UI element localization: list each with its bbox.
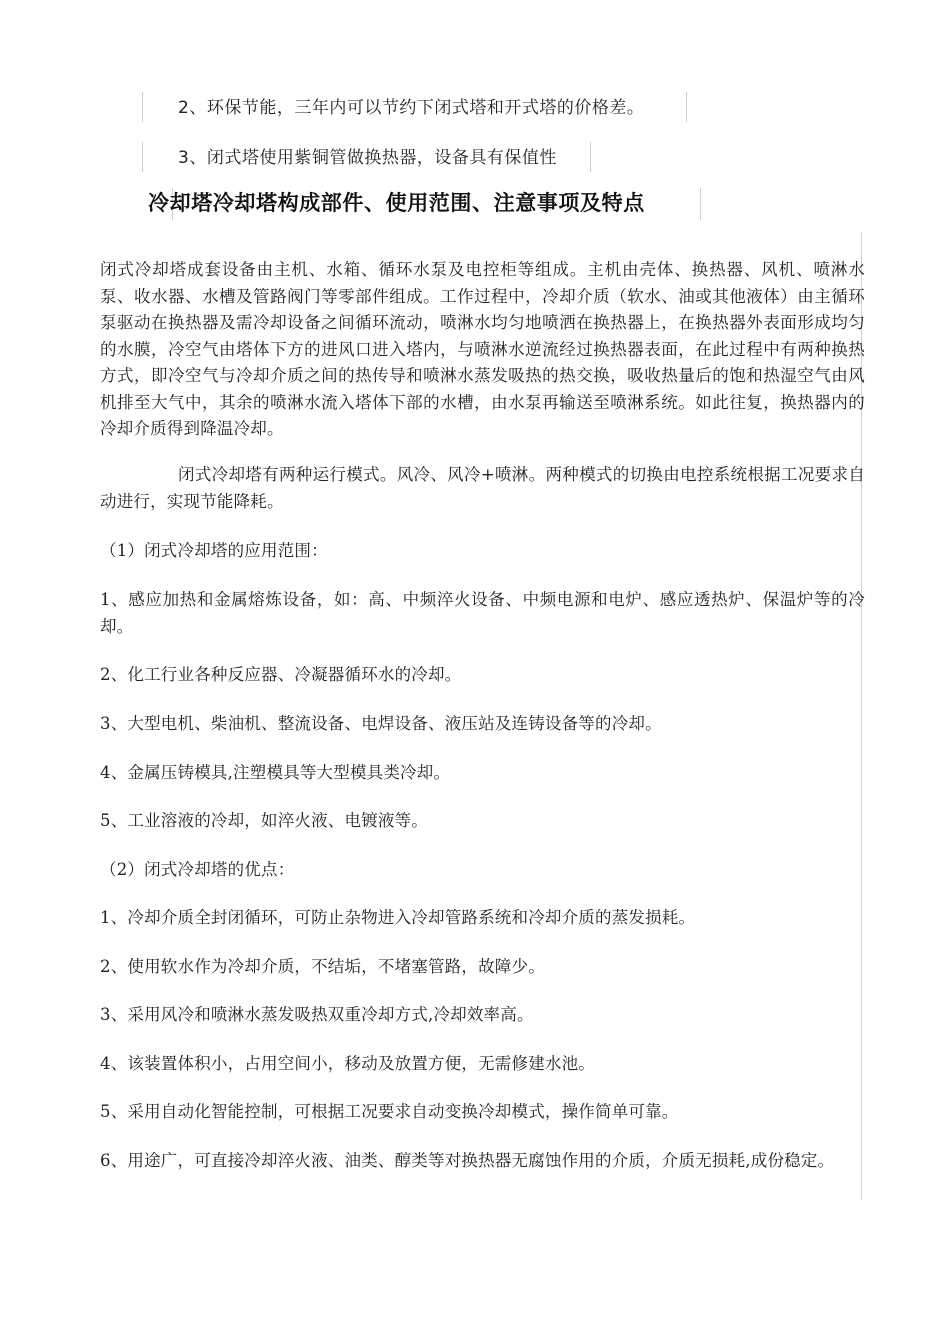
- advantage-item: 1、冷却介质全封闭循环，可防止杂物进入冷却管路系统和冷却介质的蒸发损耗。: [100, 908, 696, 927]
- advantage-item: 3、采用风冷和喷淋水蒸发吸热双重冷却方式,冷却效率高。: [100, 1005, 534, 1024]
- application-scope-item: 2、化工行业各种反应器、冷凝器循环水的冷却。: [100, 665, 462, 684]
- application-scope-item: 4、金属压铸模具,注塑模具等大型模具类冷却。: [100, 763, 451, 782]
- advantage-item: 4、该装置体积小，占用空间小，移动及放置方便，无需修建水池。: [100, 1054, 595, 1073]
- advantage-item: 2、使用软水作为冷却介质，不结垢，不堵塞管路，故障少。: [100, 957, 545, 976]
- section-title: 冷却塔冷却塔构成部件、使用范围、注意事项及特点: [148, 191, 645, 215]
- advantages-heading: （2）闭式冷却塔的优点：: [100, 860, 295, 879]
- modes-paragraph: 闭式冷却塔有两种运行模式。风冷、风冷+喷淋。两种模式的切换由电控系统根据工况要求自动进行，实现节能降耗。: [100, 465, 865, 511]
- top-list-item: 3、闭式塔使用紫铜管做换热器，设备具有保值性: [178, 148, 557, 168]
- top-list-item: 2、环保节能，三年内可以节约下闭式塔和开式塔的价格差。: [178, 98, 645, 118]
- application-scope-item: 1、感应加热和金属熔炼设备，如：高、中频淬火设备、中频电源和电炉、感应透热炉、保温炉等的冷却。: [100, 590, 865, 636]
- cell-border-right-1: [686, 92, 687, 122]
- advantage-item: 5、采用自动化智能控制，可根据工况要求自动变换冷却模式，操作简单可靠。: [100, 1102, 679, 1121]
- intro-paragraph: 闭式冷却塔成套设备由主机、水箱、循环水泵及电控柜等组成。主机由壳体、换热器、风机、喷淋水泵、收水器、水槽及管路阀门等零部件组成。工作过程中，冷却介质（软水、油或其他液体）由主循环泵驱动在换热器及需冷却设备之间循环流动，喷淋水均匀地喷洒在换热器上，在换热器外表面形成均匀的水膜，冷空气由塔体下方的进风口进入塔内，与喷淋水逆流经过换热器表面，在此过程中有两种换热方式，即冷空气与冷却介质之间的热传导和喷淋水蒸发吸热的热交换，吸收热量后的饱和热湿空气由风机排至大气中，其余的喷淋水流入塔体下部的水槽，由水泵再输送至喷淋系统。如此往复，换热器内的冷却介质得到降温冷却。: [100, 260, 865, 438]
- cell-border-right-title: [700, 188, 701, 220]
- application-scope-item: 3、大型电机、柴油机、整流设备、电焊设备、液压站及连铸设备等的冷却。: [100, 714, 662, 733]
- cell-border-left-1: [142, 92, 143, 122]
- advantage-item: 6、用途广，可直接冷却淬火液、油类、醇类等对换热器无腐蚀作用的介质，介质无损耗,成份稳定。: [100, 1151, 835, 1170]
- application-scope-item: 5、工业溶液的冷却，如淬火液、电镀液等。: [100, 811, 428, 830]
- application-scope-heading: （1）闭式冷却塔的应用范围：: [100, 541, 328, 560]
- cell-border-left-2: [142, 142, 143, 172]
- cell-border-right-2: [590, 142, 591, 172]
